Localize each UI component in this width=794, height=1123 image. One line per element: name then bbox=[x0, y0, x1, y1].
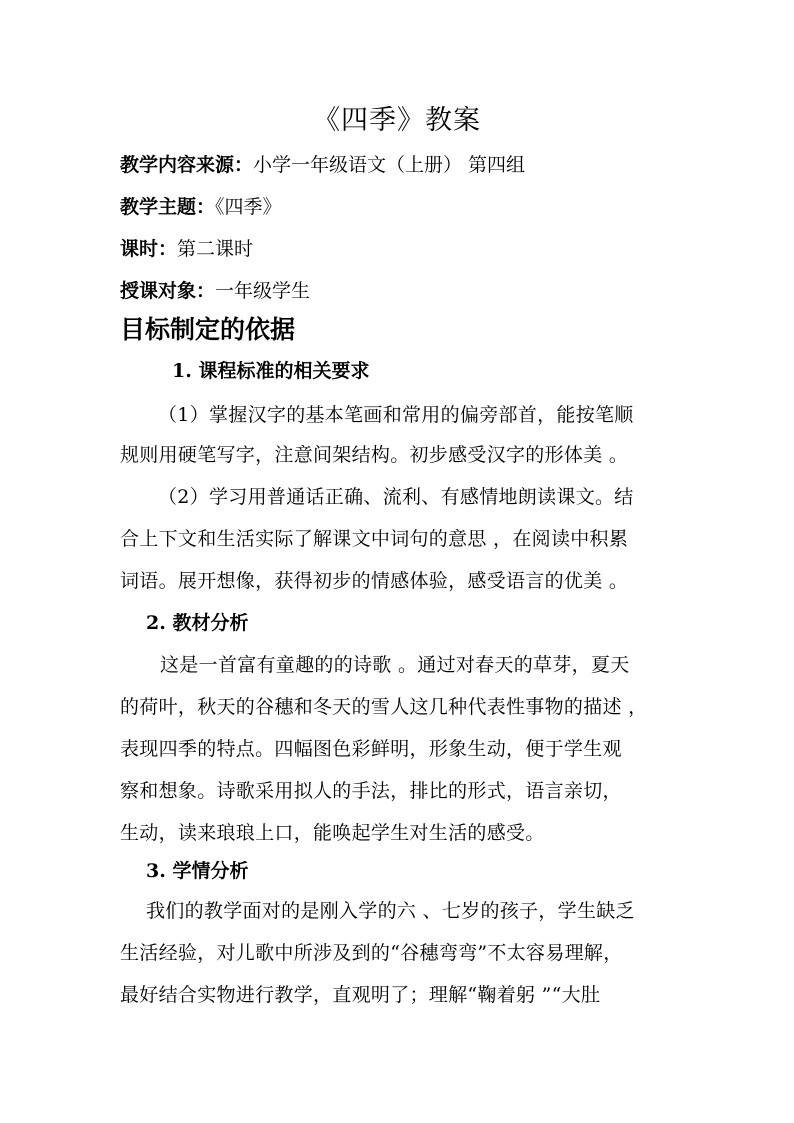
meta-period-value: 第二课时 bbox=[177, 238, 254, 260]
meta-audience bbox=[120, 276, 310, 303]
paragraph-line: 最好结合实物进行教学，直观明了；理解“鞠着躬 ”“大肚 bbox=[120, 984, 601, 1006]
paragraph-line: （2）学习用普通话正确、流利、有感情地朗读课文。结 bbox=[158, 486, 634, 508]
meta-period-label: 课时： bbox=[120, 238, 178, 260]
paragraph-line: 的荷叶，秋天的谷穗和冬天的雪人这几种代表性事物的描述 ， bbox=[120, 696, 648, 718]
paragraph-line: （1）掌握汉字的基本笔画和常用的偏旁部首，能按笔顺 bbox=[158, 404, 634, 426]
paragraph-line: 察和想象。诗歌采用拟人的手法，排比的形式，语言亲切， bbox=[120, 780, 622, 802]
section-heading: 目标制定的依据 bbox=[120, 315, 296, 344]
meta-audience-label: 授课对象： bbox=[120, 280, 216, 302]
paragraph-line: 合上下文和生活实际了解课文中词句的意思 ，在阅读中积累 bbox=[120, 528, 629, 550]
paragraph-line: 词语。展开想像，获得初步的情感体验，感受语言的优美 。 bbox=[120, 570, 629, 592]
meta-source bbox=[120, 150, 525, 177]
paragraph-line: 表现四季的特点。四幅图色彩鲜明，形象生动，便于学生观 bbox=[120, 738, 622, 760]
subsection-3-heading: 3. 学情分析 bbox=[146, 860, 249, 882]
document-title: 《四季》教案 bbox=[313, 105, 481, 136]
meta-topic-value: 《四季》 bbox=[215, 196, 282, 218]
meta-topic-label: 教学主题： bbox=[120, 196, 216, 218]
paragraph-line: 生活经验，对儿歌中所涉及到的“谷穗弯弯”不太容易理解， bbox=[120, 942, 623, 964]
paragraph-line: 我们的教学面对的是刚入学的六 、七岁的孩子，学生缺乏 bbox=[146, 900, 635, 922]
meta-audience-value: 一年级学生 bbox=[215, 280, 311, 302]
meta-topic bbox=[120, 192, 282, 219]
subsection-2-heading: 2. 教材分析 bbox=[146, 612, 249, 634]
meta-source-label: 教学内容来源： bbox=[120, 154, 254, 176]
subsection-1-heading: 1. 课程标准的相关要求 bbox=[172, 360, 370, 382]
meta-source-value: 小学一年级语文（上册） 第四组 bbox=[253, 154, 526, 176]
paragraph-line: 规则用硬笔写字，注意间架结构。初步感受汉字的形体美 。 bbox=[120, 444, 629, 466]
paragraph-line: 生动，读来琅琅上口，能唤起学生对生活的感受。 bbox=[120, 822, 545, 844]
meta-period bbox=[120, 234, 253, 261]
paragraph-line: 这是一首富有童趣的的诗歌 。通过对春天的草芽，夏天 bbox=[160, 654, 630, 676]
